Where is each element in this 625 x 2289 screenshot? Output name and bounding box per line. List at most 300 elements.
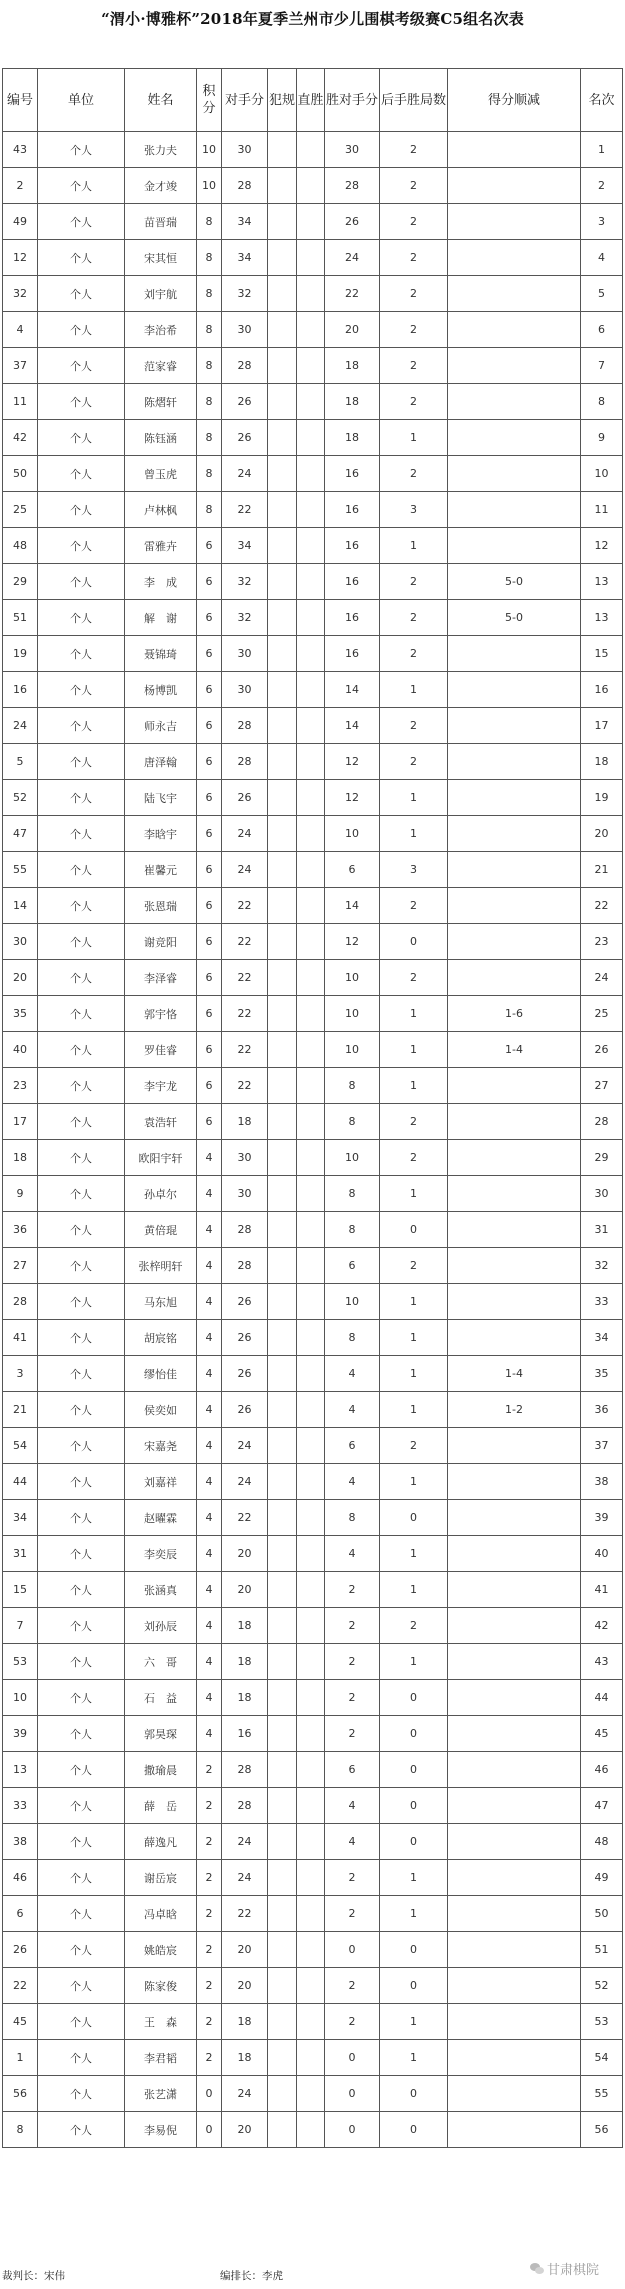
- table-row: [3, 2076, 623, 2112]
- table-cell: [268, 2004, 297, 2040]
- table-cell: 27: [581, 1068, 623, 1104]
- table-cell: [268, 276, 297, 312]
- table-cell: 12: [3, 240, 38, 276]
- table-cell: 2: [380, 456, 448, 492]
- table-cell: 13: [581, 600, 623, 636]
- table-cell: [448, 456, 581, 492]
- watermark: [530, 2259, 599, 2278]
- table-row: [3, 1032, 623, 1068]
- table-cell: 6: [197, 888, 222, 924]
- table-cell: [297, 1608, 325, 1644]
- table-cell: 6: [197, 924, 222, 960]
- table-cell: 15: [3, 1572, 38, 1608]
- table-cell: 李 成: [125, 564, 197, 600]
- table-cell: 31: [3, 1536, 38, 1572]
- table-cell: 2: [380, 708, 448, 744]
- table-cell: 28: [222, 1752, 268, 1788]
- table-row: [3, 1140, 623, 1176]
- table-cell: 4: [197, 1608, 222, 1644]
- table-cell: 41: [581, 1572, 623, 1608]
- table-cell: 个人: [38, 888, 125, 924]
- table-cell: 1: [380, 1284, 448, 1320]
- table-cell: 4: [325, 1788, 380, 1824]
- table-cell: 22: [222, 492, 268, 528]
- table-cell: 24: [222, 2076, 268, 2112]
- table-cell: 个人: [38, 1176, 125, 1212]
- table-cell: 26: [222, 384, 268, 420]
- table-cell: 师永吉: [125, 708, 197, 744]
- table-cell: 22: [3, 1968, 38, 2004]
- table-cell: 李奕辰: [125, 1536, 197, 1572]
- table-cell: 8: [325, 1500, 380, 1536]
- table-cell: 34: [222, 204, 268, 240]
- table-cell: [448, 1176, 581, 1212]
- table-cell: 26: [3, 1932, 38, 1968]
- table-cell: [268, 132, 297, 168]
- table-cell: 6: [197, 1032, 222, 1068]
- table-cell: 28: [581, 1104, 623, 1140]
- table-cell: [268, 960, 297, 996]
- table-cell: [448, 852, 581, 888]
- table-cell: 56: [3, 2076, 38, 2112]
- table-cell: [448, 1536, 581, 1572]
- table-cell: [448, 1068, 581, 1104]
- table-cell: 郭宇恪: [125, 996, 197, 1032]
- table-cell: 6: [197, 600, 222, 636]
- table-cell: 个人: [38, 240, 125, 276]
- table-cell: 28: [325, 168, 380, 204]
- table-cell: 1: [380, 1860, 448, 1896]
- table-cell: 2: [325, 2004, 380, 2040]
- table-cell: 10: [325, 1032, 380, 1068]
- table-cell: [297, 1140, 325, 1176]
- table-cell: 0: [325, 2076, 380, 2112]
- table-cell: 1: [380, 996, 448, 1032]
- table-row: [3, 600, 623, 636]
- table-cell: 24: [222, 456, 268, 492]
- table-row: [3, 1680, 623, 1716]
- table-row: [3, 564, 623, 600]
- header-cell: 单位: [38, 69, 125, 132]
- table-cell: [448, 1716, 581, 1752]
- table-row: [3, 1356, 623, 1392]
- table-cell: [448, 744, 581, 780]
- table-row: [3, 1824, 623, 1860]
- table-cell: 2: [380, 744, 448, 780]
- table-cell: [268, 1284, 297, 1320]
- table-cell: 陈家俊: [125, 1968, 197, 2004]
- table-cell: [297, 240, 325, 276]
- table-cell: 4: [325, 1536, 380, 1572]
- table-cell: 38: [3, 1824, 38, 1860]
- table-cell: [297, 2004, 325, 2040]
- header-cell: 胜对手分: [325, 69, 380, 132]
- table-cell: [268, 2076, 297, 2112]
- table-cell: [268, 1860, 297, 1896]
- table-cell: [268, 456, 297, 492]
- table-cell: [448, 1680, 581, 1716]
- table-cell: 个人: [38, 2040, 125, 2076]
- table-cell: 24: [222, 816, 268, 852]
- table-cell: 1: [581, 132, 623, 168]
- table-cell: 22: [222, 1068, 268, 1104]
- table-cell: 个人: [38, 960, 125, 996]
- table-cell: 个人: [38, 1284, 125, 1320]
- table-cell: 2: [325, 1608, 380, 1644]
- table-cell: [448, 276, 581, 312]
- table-cell: [268, 1752, 297, 1788]
- table-row: [3, 636, 623, 672]
- table-cell: 冯卓晗: [125, 1896, 197, 1932]
- table-cell: 10: [581, 456, 623, 492]
- table-cell: 0: [380, 2112, 448, 2148]
- table-cell: 袁浩轩: [125, 1104, 197, 1140]
- table-cell: [448, 240, 581, 276]
- table-cell: [268, 1788, 297, 1824]
- table-cell: [268, 708, 297, 744]
- table-cell: [448, 348, 581, 384]
- table-cell: 刘宇航: [125, 276, 197, 312]
- table-cell: 9: [3, 1176, 38, 1212]
- table-cell: [297, 780, 325, 816]
- table-row: [3, 1320, 623, 1356]
- table-cell: 0: [197, 2076, 222, 2112]
- table-cell: [268, 384, 297, 420]
- table-cell: 唐泽翰: [125, 744, 197, 780]
- table-cell: 26: [581, 1032, 623, 1068]
- table-cell: [268, 348, 297, 384]
- table-cell: 18: [222, 1680, 268, 1716]
- table-cell: 张艺潇: [125, 2076, 197, 2112]
- table-cell: 18: [222, 2040, 268, 2076]
- table-row: [3, 780, 623, 816]
- table-cell: 35: [581, 1356, 623, 1392]
- header-cell: 积分: [197, 69, 222, 132]
- table-cell: 2: [325, 1896, 380, 1932]
- table-cell: 20: [581, 816, 623, 852]
- header-cell: 名次: [581, 69, 623, 132]
- table-cell: [268, 204, 297, 240]
- table-cell: 42: [3, 420, 38, 456]
- table-cell: 2: [380, 384, 448, 420]
- table-cell: 0: [380, 1752, 448, 1788]
- table-cell: 30: [222, 1140, 268, 1176]
- table-cell: [297, 1644, 325, 1680]
- table-cell: 个人: [38, 816, 125, 852]
- table-cell: 26: [325, 204, 380, 240]
- table-cell: 2: [380, 600, 448, 636]
- table-cell: 4: [197, 1248, 222, 1284]
- table-cell: [297, 1824, 325, 1860]
- table-cell: [448, 528, 581, 564]
- table-cell: [448, 1932, 581, 1968]
- table-cell: 0: [380, 2076, 448, 2112]
- table-cell: 个人: [38, 1932, 125, 1968]
- table-cell: 刘孙辰: [125, 1608, 197, 1644]
- table-cell: [448, 1320, 581, 1356]
- table-cell: 个人: [38, 1788, 125, 1824]
- table-cell: 4: [197, 1644, 222, 1680]
- table-cell: 28: [222, 168, 268, 204]
- table-cell: 45: [581, 1716, 623, 1752]
- table-cell: 2: [380, 888, 448, 924]
- table-cell: 28: [222, 1788, 268, 1824]
- table-cell: [448, 816, 581, 852]
- table-cell: 7: [581, 348, 623, 384]
- table-cell: 0: [325, 2112, 380, 2148]
- table-cell: [268, 1248, 297, 1284]
- table-cell: 32: [581, 1248, 623, 1284]
- table-cell: [448, 888, 581, 924]
- table-cell: 1: [380, 2040, 448, 2076]
- table-cell: 2: [380, 312, 448, 348]
- table-cell: 22: [325, 276, 380, 312]
- table-cell: 6: [581, 312, 623, 348]
- table-cell: 个人: [38, 708, 125, 744]
- table-cell: [297, 1356, 325, 1392]
- table-cell: 4: [197, 1212, 222, 1248]
- table-cell: [268, 1464, 297, 1500]
- table-cell: 16: [581, 672, 623, 708]
- table-cell: [268, 312, 297, 348]
- table-cell: 30: [222, 132, 268, 168]
- table-cell: 54: [581, 2040, 623, 2076]
- table-cell: 55: [581, 2076, 623, 2112]
- table-cell: 6: [197, 744, 222, 780]
- table-cell: 1: [3, 2040, 38, 2076]
- table-cell: 1: [380, 1068, 448, 1104]
- table-cell: 个人: [38, 780, 125, 816]
- table-cell: [448, 636, 581, 672]
- table-cell: 3: [581, 204, 623, 240]
- table-row: [3, 924, 623, 960]
- table-cell: 14: [3, 888, 38, 924]
- table-cell: 2: [380, 204, 448, 240]
- table-row: [3, 528, 623, 564]
- table-row: [3, 240, 623, 276]
- table-row: [3, 1428, 623, 1464]
- table-cell: 24: [222, 1428, 268, 1464]
- table-cell: 薛 岳: [125, 1788, 197, 1824]
- table-cell: [268, 1428, 297, 1464]
- table-cell: 3: [3, 1356, 38, 1392]
- table-cell: [297, 348, 325, 384]
- table-cell: [297, 816, 325, 852]
- table-cell: 0: [380, 1824, 448, 1860]
- table-cell: 2: [3, 168, 38, 204]
- table-cell: 1: [380, 1320, 448, 1356]
- table-cell: 13: [3, 1752, 38, 1788]
- table-cell: 18: [325, 420, 380, 456]
- table-cell: 26: [222, 1356, 268, 1392]
- table-cell: [448, 1428, 581, 1464]
- table-cell: 个人: [38, 348, 125, 384]
- table-cell: 9: [581, 420, 623, 456]
- table-cell: 40: [581, 1536, 623, 1572]
- table-row: [3, 1716, 623, 1752]
- table-cell: 53: [3, 1644, 38, 1680]
- table-cell: [297, 852, 325, 888]
- table-cell: 4: [197, 1176, 222, 1212]
- table-cell: 20: [222, 1572, 268, 1608]
- table-cell: 25: [581, 996, 623, 1032]
- table-row: [3, 276, 623, 312]
- table-cell: 2: [380, 1248, 448, 1284]
- table-row: [3, 1752, 623, 1788]
- table-cell: 卢林枫: [125, 492, 197, 528]
- table-cell: 43: [3, 132, 38, 168]
- table-cell: 24: [222, 1824, 268, 1860]
- table-cell: 17: [3, 1104, 38, 1140]
- table-cell: 解 谢: [125, 600, 197, 636]
- table-cell: 4: [197, 1320, 222, 1356]
- table-cell: 55: [3, 852, 38, 888]
- table-cell: 个人: [38, 1248, 125, 1284]
- table-cell: [268, 888, 297, 924]
- table-cell: 53: [581, 2004, 623, 2040]
- table-cell: 44: [3, 1464, 38, 1500]
- table-cell: 4: [325, 1464, 380, 1500]
- table-cell: [448, 2076, 581, 2112]
- table-cell: 个人: [38, 2076, 125, 2112]
- table-cell: 李君韬: [125, 2040, 197, 2076]
- table-cell: 2: [325, 1644, 380, 1680]
- table-cell: 陈熠轩: [125, 384, 197, 420]
- table-cell: 8: [325, 1320, 380, 1356]
- table-cell: 个人: [38, 1752, 125, 1788]
- table-cell: 18: [222, 1644, 268, 1680]
- table-row: [3, 1860, 623, 1896]
- table-cell: [297, 528, 325, 564]
- table-cell: [448, 1824, 581, 1860]
- table-cell: 6: [325, 1248, 380, 1284]
- table-cell: 4: [197, 1464, 222, 1500]
- table-cell: 张力夫: [125, 132, 197, 168]
- table-cell: 24: [222, 1464, 268, 1500]
- table-cell: 22: [222, 924, 268, 960]
- table-row: [3, 2112, 623, 2148]
- table-row: [3, 1392, 623, 1428]
- table-cell: [268, 528, 297, 564]
- table-cell: 18: [325, 384, 380, 420]
- table-cell: 王 森: [125, 2004, 197, 2040]
- table-cell: [268, 636, 297, 672]
- table-cell: 个人: [38, 1680, 125, 1716]
- table-cell: 李治希: [125, 312, 197, 348]
- table-cell: 26: [222, 1284, 268, 1320]
- table-row: [3, 816, 623, 852]
- table-cell: 26: [222, 780, 268, 816]
- table-cell: 11: [3, 384, 38, 420]
- table-row: [3, 2040, 623, 2076]
- table-cell: 6: [197, 996, 222, 1032]
- table-cell: [268, 1572, 297, 1608]
- table-cell: 30: [222, 1176, 268, 1212]
- table-cell: 0: [325, 2040, 380, 2076]
- table-cell: 个人: [38, 1608, 125, 1644]
- table-cell: 个人: [38, 636, 125, 672]
- table-cell: 个人: [38, 852, 125, 888]
- table-cell: 金才竣: [125, 168, 197, 204]
- table-cell: 8: [197, 456, 222, 492]
- table-cell: 47: [581, 1788, 623, 1824]
- table-cell: 32: [222, 276, 268, 312]
- table-cell: 个人: [38, 1320, 125, 1356]
- table-cell: [297, 636, 325, 672]
- table-cell: 六 哥: [125, 1644, 197, 1680]
- table-cell: [448, 1140, 581, 1176]
- table-cell: 侯奕如: [125, 1392, 197, 1428]
- table-cell: [268, 1608, 297, 1644]
- table-cell: [268, 1824, 297, 1860]
- header-cell: 姓名: [125, 69, 197, 132]
- table-cell: 43: [581, 1644, 623, 1680]
- table-cell: 薛逸凡: [125, 1824, 197, 1860]
- table-cell: 1: [380, 1032, 448, 1068]
- table-cell: 3: [380, 852, 448, 888]
- table-cell: 2: [380, 1140, 448, 1176]
- table-cell: [297, 1392, 325, 1428]
- table-cell: [297, 672, 325, 708]
- table-cell: 6: [3, 1896, 38, 1932]
- table-cell: 个人: [38, 276, 125, 312]
- table-cell: 1: [380, 528, 448, 564]
- table-cell: 0: [380, 924, 448, 960]
- table-cell: 个人: [38, 1140, 125, 1176]
- table-cell: 22: [581, 888, 623, 924]
- table-cell: 2: [325, 1572, 380, 1608]
- table-row: [3, 384, 623, 420]
- table-cell: 个人: [38, 168, 125, 204]
- wechat-icon: [530, 2263, 544, 2275]
- table-cell: 8: [197, 204, 222, 240]
- table-cell: 个人: [38, 1536, 125, 1572]
- table-cell: 16: [3, 672, 38, 708]
- table-cell: 48: [581, 1824, 623, 1860]
- table-cell: 10: [325, 1140, 380, 1176]
- table-row: [3, 672, 623, 708]
- table-cell: [268, 672, 297, 708]
- table-cell: 16: [222, 1716, 268, 1752]
- table-cell: 4: [197, 1392, 222, 1428]
- table-cell: [297, 960, 325, 996]
- table-cell: 25: [3, 492, 38, 528]
- table-cell: 谢岳宸: [125, 1860, 197, 1896]
- table-cell: [268, 168, 297, 204]
- table-cell: 10: [325, 1284, 380, 1320]
- table-cell: [297, 1212, 325, 1248]
- table-cell: 16: [325, 600, 380, 636]
- table-cell: 0: [380, 1968, 448, 2004]
- table-cell: [448, 708, 581, 744]
- table-cell: [297, 312, 325, 348]
- table-cell: [297, 1752, 325, 1788]
- table-cell: 20: [325, 312, 380, 348]
- table-cell: 个人: [38, 1104, 125, 1140]
- table-cell: 6: [197, 708, 222, 744]
- table-cell: 34: [222, 240, 268, 276]
- table-row: [3, 1536, 623, 1572]
- table-cell: [297, 2112, 325, 2148]
- table-cell: 2: [197, 1932, 222, 1968]
- table-cell: [448, 492, 581, 528]
- table-cell: 1: [380, 2004, 448, 2040]
- table-cell: 24: [222, 1860, 268, 1896]
- table-cell: 29: [581, 1140, 623, 1176]
- table-cell: [268, 1320, 297, 1356]
- table-cell: [448, 132, 581, 168]
- table-cell: [297, 1248, 325, 1284]
